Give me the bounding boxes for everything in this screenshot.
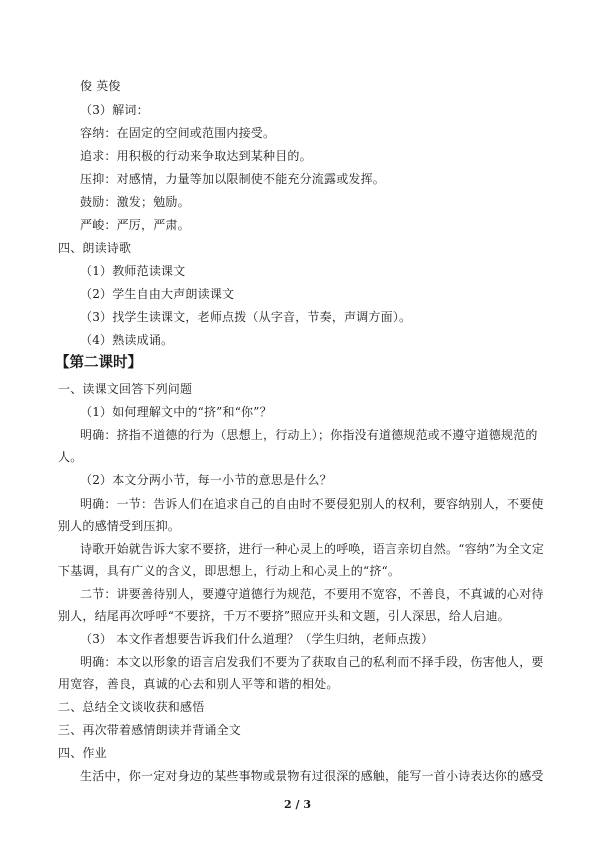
text-line: 二、总结全文谈收获和感悟 (58, 700, 205, 714)
text-line: （4）熟读成诵。 (80, 333, 174, 347)
text-line: 三、再次带着感情朗读并背诵全文 (58, 723, 242, 737)
text-line: 四、朗读诗歌 (58, 241, 132, 255)
text-line: 追求：用积极的行动来争取达到某种目的。 (80, 149, 312, 163)
text-line: （3） 本文作者想要告诉我们什么道理？（学生归纳，老师点拨） (80, 632, 434, 646)
text-line: 明确：本文以形象的语言启发我们不要为了获取自己的私利而不择手段，伤害他人，要 (80, 655, 544, 669)
text-line: （2）本文分两小节，每一小节的意思是什么？ (80, 473, 332, 487)
text-line: 鼓励：激发；勉励。 (80, 195, 190, 209)
text-line: （2）学生自由大声朗读课文 (80, 287, 235, 301)
text-line: 严峻：严厉，严肃。 (80, 218, 190, 232)
text-line: 容纳：在固定的空间或范围内接受。 (80, 126, 276, 140)
section-heading: 【第二课时】 (55, 355, 142, 371)
text-line: （1）教师范读课文 (80, 264, 186, 278)
text-line: 压抑：对感情，力量等加以限制使不能充分流露或发挥。 (80, 172, 386, 186)
text-line: （3）找学生读课文，老师点拨（从字音，节奏，声调方面）。 (80, 310, 412, 324)
text-line: 明确：挤指不道德的行为（思想上，行动上）；你指没有道德规范或不遵守道德规范的 (80, 428, 538, 442)
text-line: 明确：一节：告诉人们在追求自己的自由时不要侵犯别人的权利，要容纳别人，不要使 (80, 497, 544, 511)
text-line: 生活中，你一定对身边的某些事物或景物有过很深的感触，能写一首小诗表达你的感受 (80, 769, 544, 783)
text-line: 一、读课文回答下列问题 (58, 382, 193, 396)
text-line: 人。 (58, 450, 83, 464)
text-line: 别人，结尾再次呼呼“不要挤，千万不要挤”照应开头和文题，引人深思，给人启迪。 (58, 609, 510, 623)
text-line: 二节：讲要善待别人，要遵守道德行为规范，不要用不宽容，不善良，不真诚的心对待 (80, 587, 544, 601)
text-line: 别人的感情受到压抑。 (58, 519, 181, 533)
text-line: 俊 英俊 (80, 79, 121, 93)
text-line: （1）如何理解文中的“挤”和“你”？ (80, 405, 272, 419)
page-number: 2 / 3 (284, 798, 311, 811)
text-line: 用宽容，善良，真诚的心去和别人平等和谐的相处。 (58, 677, 339, 691)
text-line: 诗歌开始就告诉大家不要挤，进行一种心灵上的呼唤，语言亲切自然。“容纳”为全文定 (80, 542, 545, 556)
text-line: 下基调，具有广义的含义，即思想上，行动上和心灵上的“挤“。 (58, 564, 401, 578)
text-line: （3）解词： (80, 103, 149, 117)
text-line: 四、作业 (58, 746, 107, 760)
